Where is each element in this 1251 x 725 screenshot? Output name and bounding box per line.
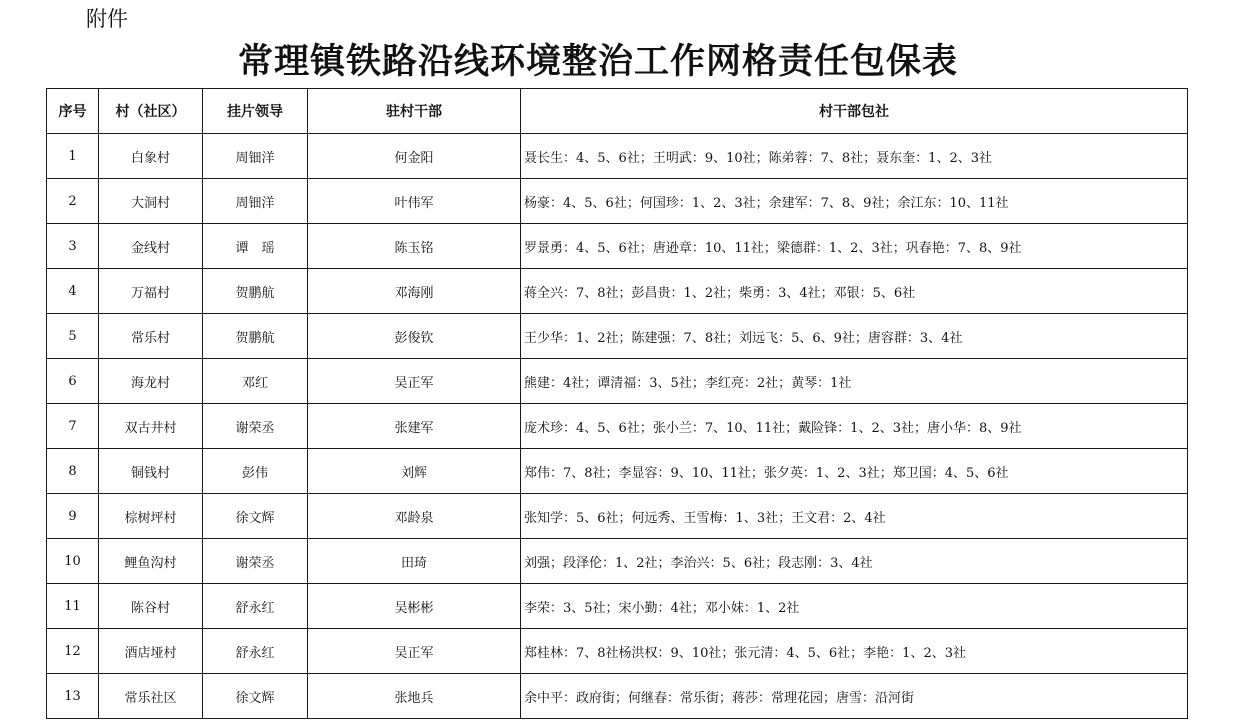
leader-name: 彭伟: [203, 449, 308, 494]
attachment-label: 附件: [86, 7, 128, 31]
cadre-name: 陈玉铭: [308, 224, 521, 269]
column-header-village: 村（社区）: [99, 89, 203, 134]
leader-name: 舒永红: [203, 584, 308, 629]
row-number: 9: [47, 494, 99, 539]
assignments: 蒋全兴：7、8社；彭昌贵：1、2社；柴勇：3、4社；邓银：5、6社: [521, 269, 1188, 314]
table-header-row: [47, 89, 1188, 134]
row-number: 7: [47, 404, 99, 449]
cadre-name: 何金阳: [308, 134, 521, 179]
table-row: [47, 314, 1188, 359]
assignments: 郑伟：7、8社；李显容：9、10、11社；张夕英：1、2、3社；郑卫国：4、5、6社: [521, 449, 1188, 494]
village-name: 陈谷村: [99, 584, 203, 629]
village-name: 酒店垭村: [99, 629, 203, 674]
cadre-name: 田琦: [308, 539, 521, 584]
cadre-name: 邓海刚: [308, 269, 521, 314]
table-row: [47, 449, 1188, 494]
row-number: 3: [47, 224, 99, 269]
assignments: 余中平：政府街；何继春：常乐街；蒋莎：常理花园；唐雪：沿河街: [521, 674, 1188, 719]
row-number: 5: [47, 314, 99, 359]
row-number: 1: [47, 134, 99, 179]
row-number: 13: [47, 674, 99, 719]
village-name: 常乐社区: [99, 674, 203, 719]
cadre-name: 刘辉: [308, 449, 521, 494]
assignments: 王少华：1、2社；陈建强：7、8社；刘远飞：5、6、9社；唐容群：3、4社: [521, 314, 1188, 359]
leader-name: 周钿洋: [203, 134, 308, 179]
cadre-name: 彭俊钦: [308, 314, 521, 359]
village-name: 双古井村: [99, 404, 203, 449]
table-row: [47, 629, 1188, 674]
leader-name: 邓红: [203, 359, 308, 404]
assignments: 张知学：5、6社；何远秀、王雪梅：1、3社；王文君：2、4社: [521, 494, 1188, 539]
row-number: 4: [47, 269, 99, 314]
table-row: [47, 224, 1188, 269]
table-row: [47, 584, 1188, 629]
table-row: [47, 404, 1188, 449]
column-header-leader: 挂片领导: [203, 89, 308, 134]
table-row: [47, 134, 1188, 179]
assignments: 杨豪：4、5、6社；何国珍：1、2、3社；余建军：7、8、9社；余江东：10、11社: [521, 179, 1188, 224]
village-name: 鲤鱼沟村: [99, 539, 203, 584]
assignments: 熊建：4社；谭清福：3、5社；李红亮：2社；黄琴：1社: [521, 359, 1188, 404]
responsibility-table: [46, 88, 1188, 719]
column-header-number: 序号: [47, 89, 99, 134]
village-name: 铜钱村: [99, 449, 203, 494]
village-name: 金线村: [99, 224, 203, 269]
cadre-name: 张建军: [308, 404, 521, 449]
table-row: [47, 179, 1188, 224]
leader-name: 贺鹏航: [203, 314, 308, 359]
row-number: 8: [47, 449, 99, 494]
leader-name: 谢荣丞: [203, 539, 308, 584]
table-row: [47, 539, 1188, 584]
leader-name: 周钿洋: [203, 179, 308, 224]
table-row: [47, 359, 1188, 404]
column-header-village-cadre-assignments: 村干部包社: [521, 89, 1188, 134]
row-number: 12: [47, 629, 99, 674]
assignments: 刘强；段泽伦：1、2社；李治兴：5、6社；段志刚：3、4社: [521, 539, 1188, 584]
column-header-resident-cadre: 驻村干部: [308, 89, 521, 134]
leader-name: 谭 瑶: [203, 224, 308, 269]
assignments: 李荣：3、5社；宋小勤：4社；邓小妹：1、2社: [521, 584, 1188, 629]
table-row: [47, 674, 1188, 719]
village-name: 大洞村: [99, 179, 203, 224]
table-row: [47, 494, 1188, 539]
assignments: 郑桂林：7、8社杨洪权：9、10社；张元清：4、5、6社；李艳：1、2、3社: [521, 629, 1188, 674]
cadre-name: 吴正军: [308, 359, 521, 404]
village-name: 白象村: [99, 134, 203, 179]
assignments: 庞术珍：4、5、6社；张小兰：7、10、11社；戴险锋：1、2、3社；唐小华：8、9社: [521, 404, 1188, 449]
leader-name: 舒永红: [203, 629, 308, 674]
row-number: 11: [47, 584, 99, 629]
assignments: 聂长生：4、5、6社；王明武：9、10社；陈弟蓉：7、8社；聂东奎：1、2、3社: [521, 134, 1188, 179]
leader-name: 徐文辉: [203, 674, 308, 719]
cadre-name: 吴正军: [308, 629, 521, 674]
leader-name: 谢荣丞: [203, 404, 308, 449]
row-number: 2: [47, 179, 99, 224]
village-name: 万福村: [99, 269, 203, 314]
row-number: 6: [47, 359, 99, 404]
assignments: 罗景勇：4、5、6社；唐逊章：10、11社；梁德群：1、2、3社；巩春艳：7、8、9社: [521, 224, 1188, 269]
village-name: 棕树坪村: [99, 494, 203, 539]
leader-name: 徐文辉: [203, 494, 308, 539]
cadre-name: 邓龄泉: [308, 494, 521, 539]
table-row: [47, 269, 1188, 314]
leader-name: 贺鹏航: [203, 269, 308, 314]
cadre-name: 叶伟军: [308, 179, 521, 224]
village-name: 常乐村: [99, 314, 203, 359]
village-name: 海龙村: [99, 359, 203, 404]
cadre-name: 张地兵: [308, 674, 521, 719]
row-number: 10: [47, 539, 99, 584]
document-title: 常理镇铁路沿线环境整治工作网格责任包保表: [237, 41, 958, 82]
cadre-name: 吴彬彬: [308, 584, 521, 629]
